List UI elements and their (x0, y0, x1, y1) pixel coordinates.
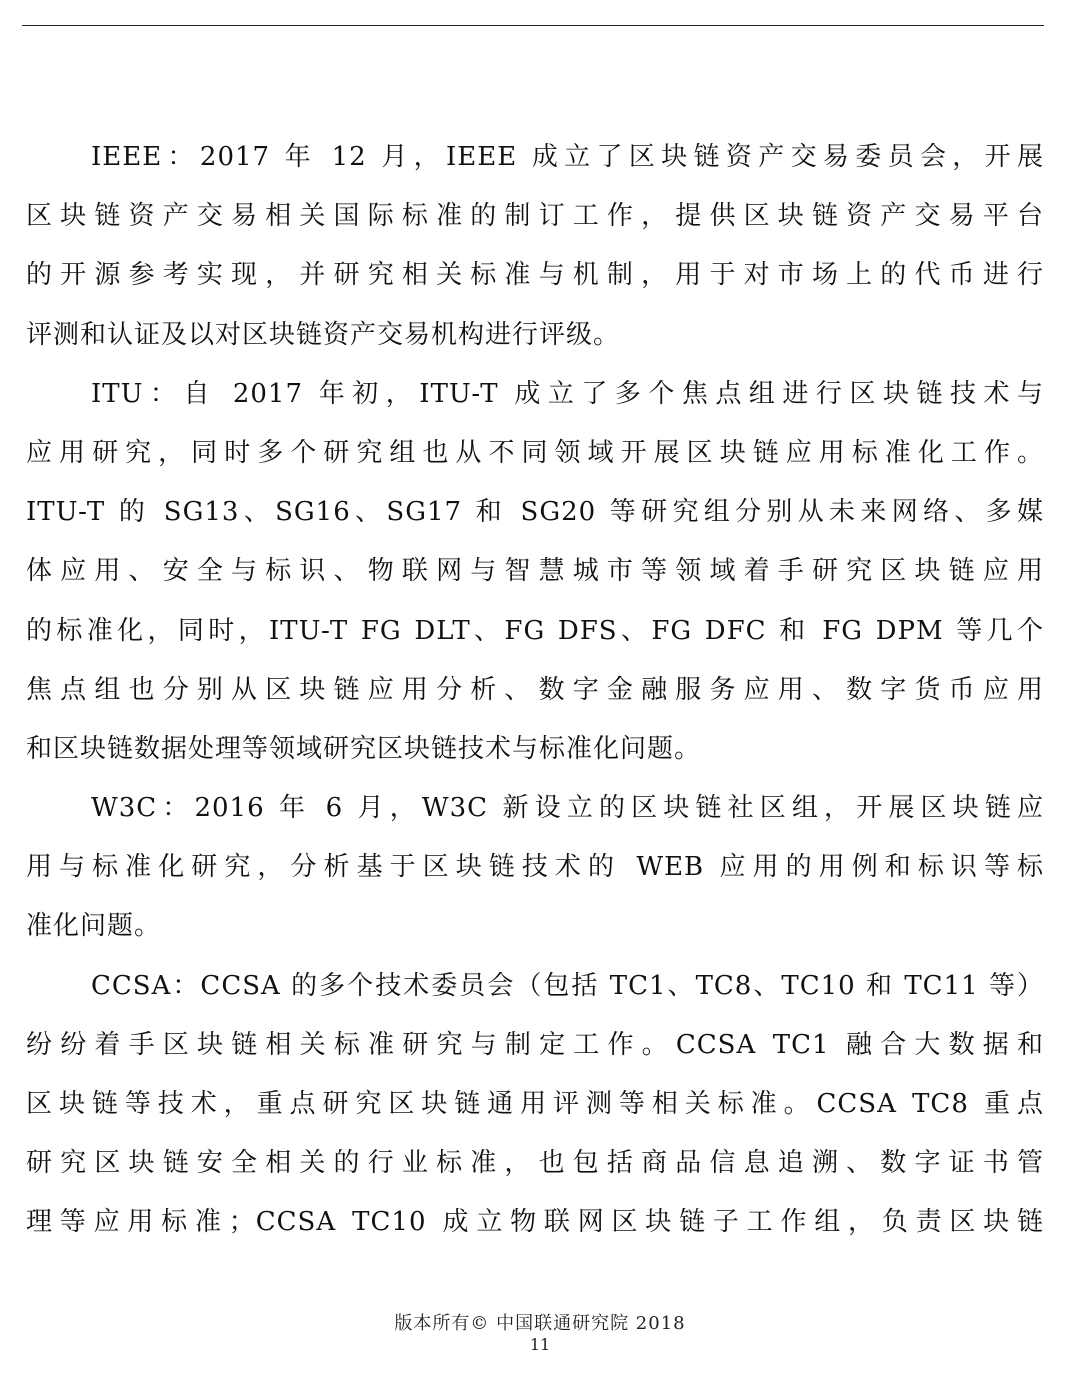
paragraph-ieee-line: IEEE：2017 年 12 月，IEEE 成立了区块链资产交易委员会，开展 (91, 142, 1044, 172)
footer-copyright: 版本所有© 中国联通研究院 2018 (394, 1313, 686, 1334)
paragraph-itu-line: 的标准化，同时，ITU-T FG DLT、FG DFS、FG DFC 和 FG DPM 等几个 (26, 615, 1044, 646)
paragraph-w3c-line: 用与标准化研究，分析基于区块链技术的 WEB 应用的用例和标识等标 (26, 852, 1044, 883)
paragraph-ccsa-line: 研究区块链安全相关的行业标准，也包括商品信息追溯、数字证书管 (26, 1148, 1044, 1179)
paragraph-w3c-line: W3C：2016 年 6 月，W3C 新设立的区块链社区组，开展区块链应 (91, 793, 1044, 824)
paragraph-itu-line: 焦点组也分别从区块链应用分析、数字金融服务应用、数字货币应用 (26, 674, 1044, 705)
paragraph-ieee-line: 区块链资产交易相关国际标准的制订工作，提供区块链资产交易平台 (26, 201, 1044, 232)
paragraph-itu-line: 体应用、安全与标识、物联网与智慧城市等领域着手研究区块链应用 (26, 556, 1044, 587)
paragraph-itu-line: 应用研究，同时多个研究组也从不同领域开展区块链应用标准化工作。 (26, 437, 1044, 468)
header-rule (22, 25, 1044, 26)
paragraph-ccsa-line: 区块链等技术，重点研究区块链通用评测等相关标准。CCSA TC8 重点 (26, 1089, 1044, 1119)
paragraph-ccsa-line: CCSA：CCSA 的多个技术委员会（包括 TC1、TC8、TC10 和 TC11 等） (91, 970, 1044, 1001)
paragraph-ccsa-line: 纷纷着手区块链相关标准研究与制定工作。CCSA TC1 融合大数据和 (26, 1029, 1044, 1060)
paragraph-itu-line: 和区块链数据处理等领域研究区块链技术与标准化问题。 (26, 733, 702, 764)
paragraph-w3c-line: 准化问题。 (26, 911, 162, 942)
paragraph-ieee-line: 评测和认证及以对区块链资产交易机构进行评级。 (26, 319, 621, 350)
body-text (26, 128, 1044, 1253)
paragraph-ieee-line: 的开源参考实现，并研究相关标准与机制，用于对市场上的代币进行 (26, 260, 1044, 291)
page-number: 11 (529, 1335, 551, 1354)
paragraph-itu-line: ITU：自 2017 年初，ITU-T 成立了多个焦点组进行区块链技术与 (91, 378, 1044, 409)
paragraph-ccsa-line: 理等应用标准；CCSA TC10 成立物联网区块链子工作组，负责区块链 (26, 1207, 1044, 1238)
paragraph-itu-line: ITU-T 的 SG13、SG16、SG17 和 SG20 等研究组分别从未来网络、多媒 (26, 497, 1044, 528)
